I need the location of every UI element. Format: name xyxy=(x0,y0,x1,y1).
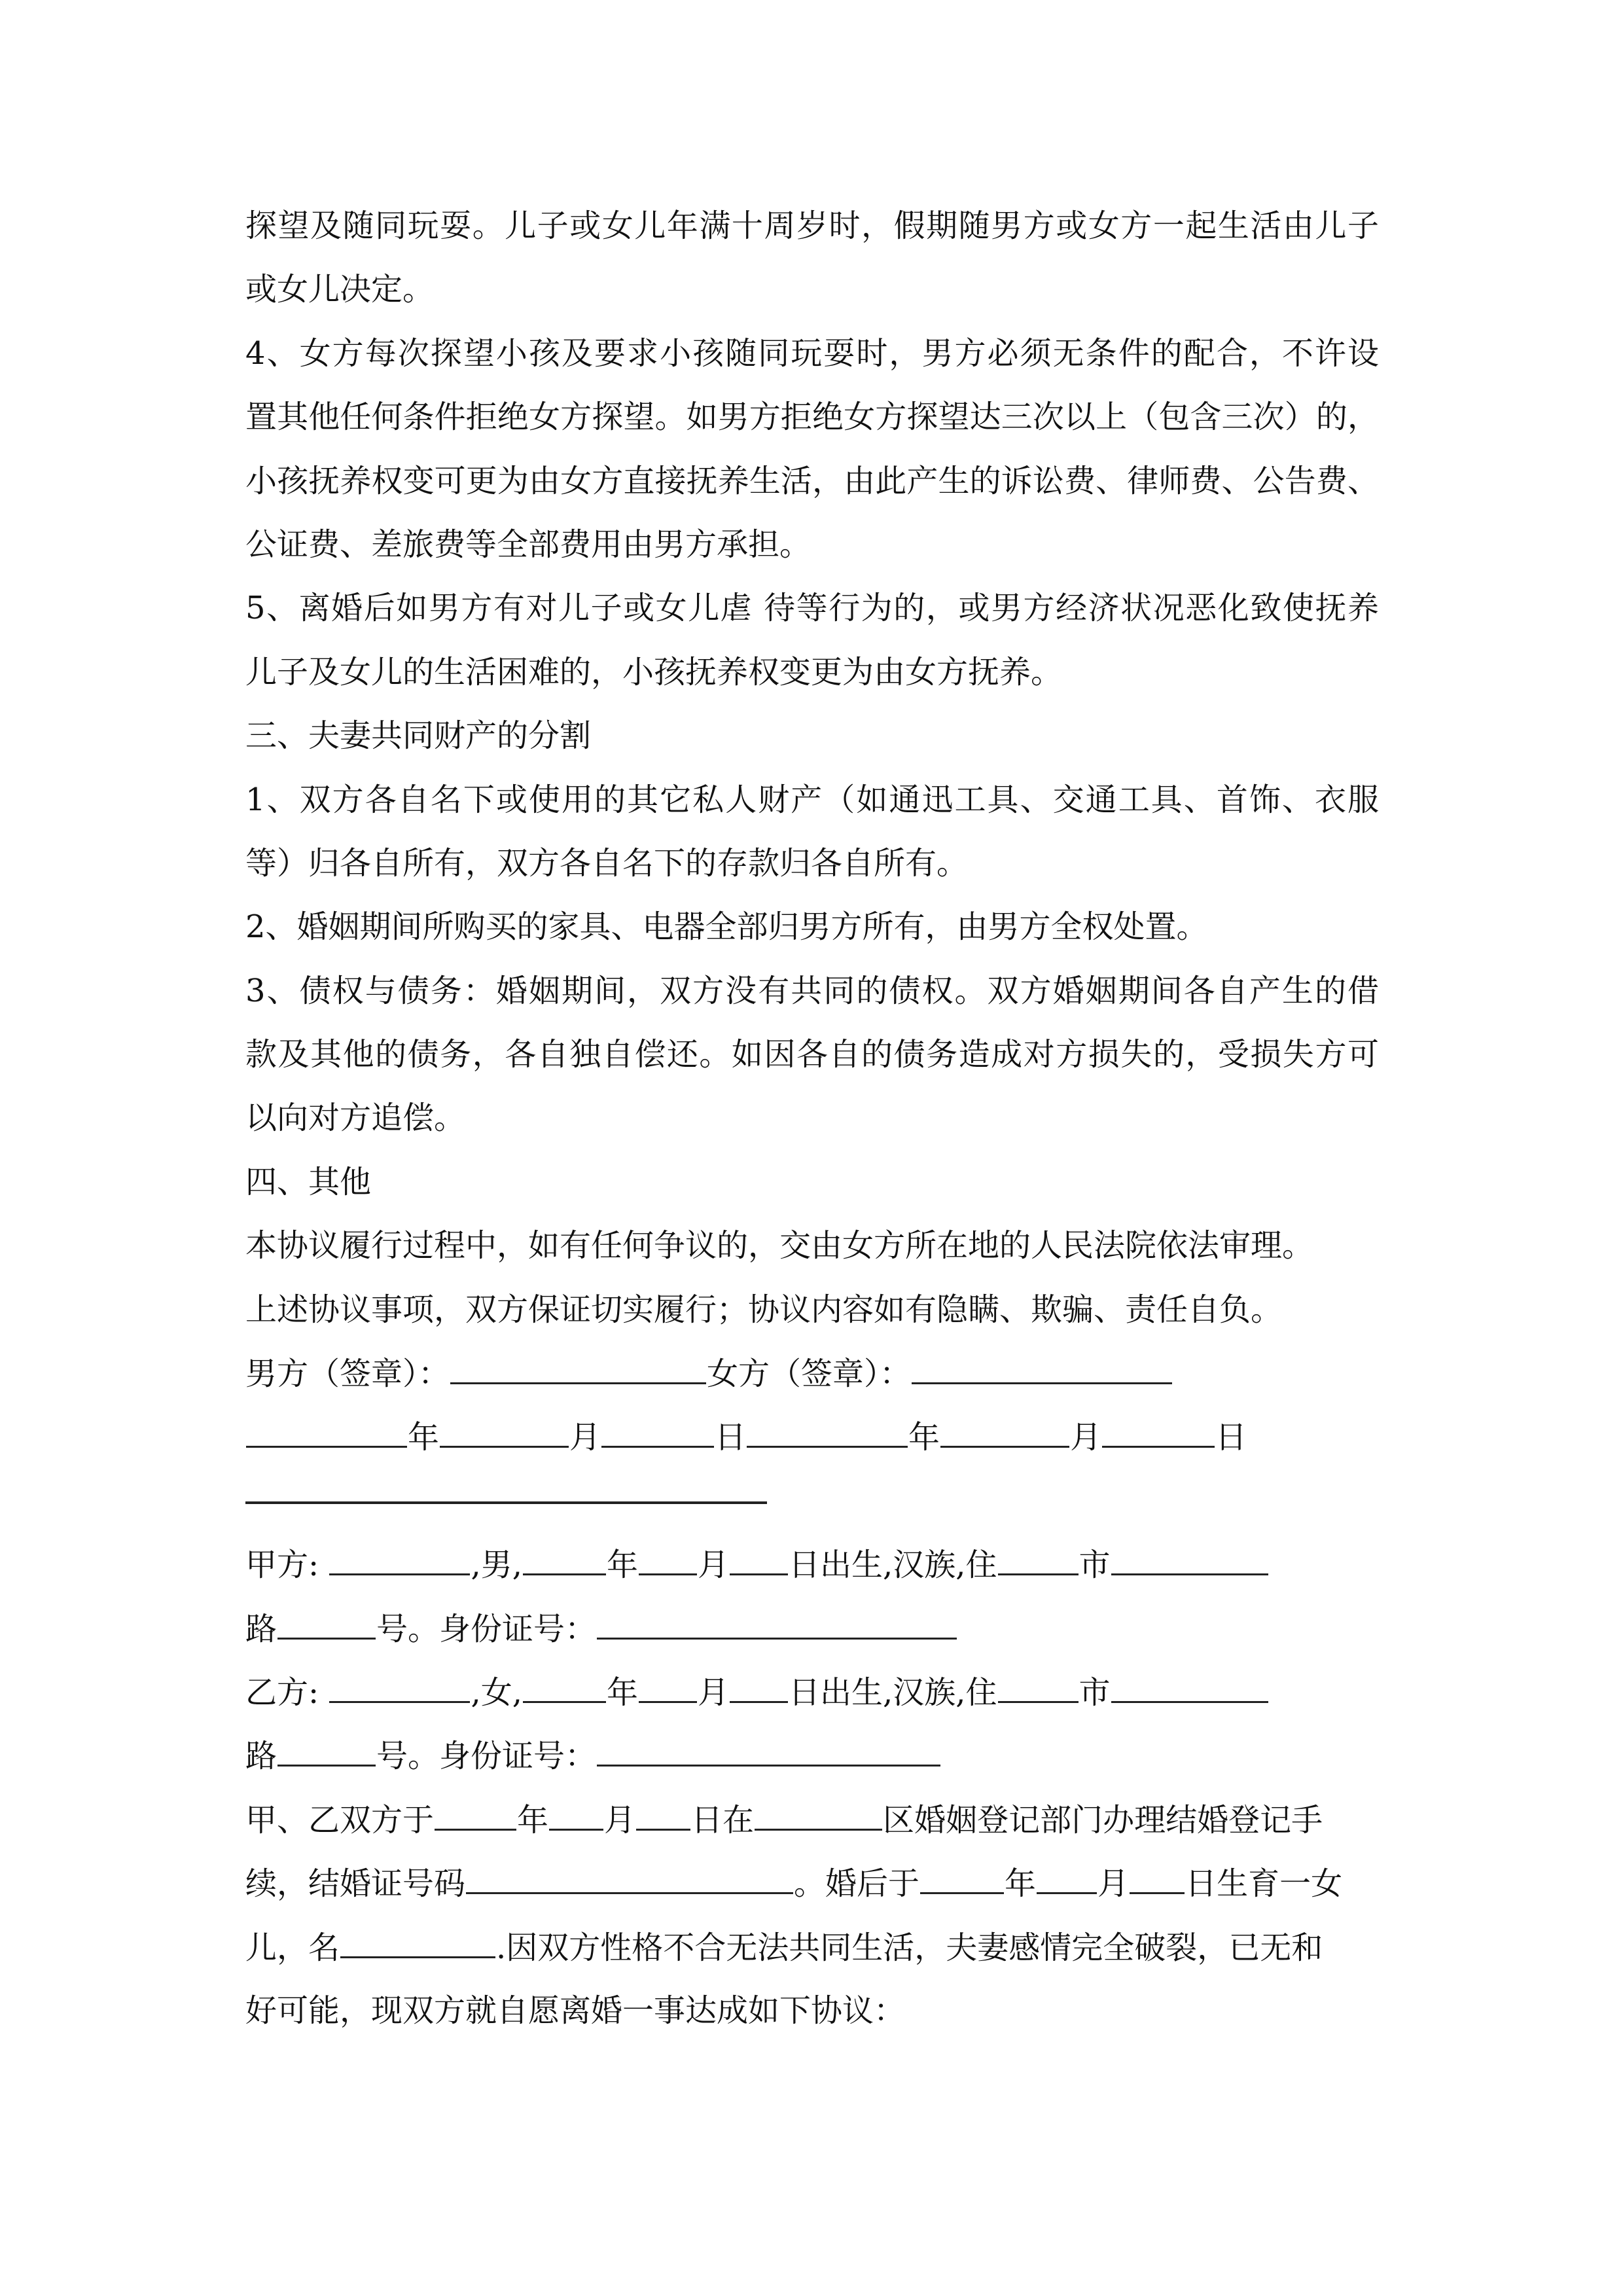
year-label: 年 xyxy=(408,1419,440,1456)
year-label: 年 xyxy=(1005,1865,1037,1903)
clause-5: 5、离婚后如男方有对儿子或女儿虐 待等行为的，或男方经济状况恶化致使抚养 xyxy=(245,590,1379,627)
text-line: 等）归各自所有，双方各自名下的存款归各自所有。 xyxy=(245,844,969,882)
document-page xyxy=(245,194,1379,2043)
text-line: 或女儿决定。 xyxy=(245,271,435,308)
text-line: 上述协议事项，双方保证切实履行；协议内容如有隐瞒、欺骗、责任自负。 xyxy=(245,1291,1283,1328)
party-b-name-field[interactable] xyxy=(329,1660,470,1703)
party-b-birth-day-field[interactable] xyxy=(730,1660,788,1703)
party-a-city-field[interactable] xyxy=(998,1533,1079,1575)
month-label: 月 xyxy=(604,1801,636,1839)
certificate-number-field[interactable] xyxy=(466,1852,793,1894)
text-line: 置其他任何条件拒绝女方探望。如男方拒绝女方探望达三次以上（包含三次）的， xyxy=(245,399,1379,436)
property-clause-3: 3、债权与债务：婚姻期间，双方没有共同的债权。双方婚姻期间各自产生的借 xyxy=(245,972,1379,1009)
child-name-label: 儿，名 xyxy=(245,1929,340,1966)
office-text: 区婚姻登记部门办理结婚登记手 xyxy=(883,1801,1323,1839)
gender-label: ,女, xyxy=(471,1674,522,1711)
day-label: 日 xyxy=(1215,1419,1247,1456)
party-b-birth-month-field[interactable] xyxy=(639,1660,697,1703)
text-line: 探望及随同玩耍。儿子或女儿年满十周岁时，假期随男方或女方一起生活由儿子 xyxy=(245,207,1379,244)
birth-text: 日生育一女 xyxy=(1185,1865,1343,1903)
female-signature-label: 女方（签章）： xyxy=(707,1355,912,1393)
marriage-district-field[interactable] xyxy=(755,1788,882,1831)
party-a-id-field[interactable] xyxy=(597,1597,957,1640)
child-name-field[interactable] xyxy=(340,1916,495,1958)
city-label: 市 xyxy=(1079,1674,1111,1711)
property-clause-2: 2、婚姻期间所购买的家具、电器全部归男方所有，由男方全权处置。 xyxy=(245,908,1208,946)
party-a-birth-day-field[interactable] xyxy=(730,1533,788,1575)
month-label: 月 xyxy=(698,1547,730,1584)
child-birth-day-field[interactable] xyxy=(1130,1852,1185,1894)
text-line: 小孩抚养权变可更为由女方直接抚养生活，由此产生的诉讼费、律师费、公告费、 xyxy=(245,462,1379,499)
party-a-name-field[interactable] xyxy=(329,1533,470,1575)
year-label: 年 xyxy=(606,1674,638,1711)
male-signature-label: 男方（签章）： xyxy=(245,1355,450,1393)
marriage-line-3 xyxy=(245,1916,1379,1979)
child-birth-year-field[interactable] xyxy=(920,1852,1004,1894)
birth-text: 日出生,汉族,住 xyxy=(789,1547,997,1584)
party-b-label: 乙方: xyxy=(245,1674,319,1711)
city-label: 市 xyxy=(1079,1547,1111,1584)
party-b-birth-year-field[interactable] xyxy=(523,1660,606,1703)
male-year-field[interactable] xyxy=(246,1405,407,1448)
month-label: 月 xyxy=(1070,1419,1102,1456)
signature-line xyxy=(245,1342,1379,1405)
male-day-field[interactable] xyxy=(601,1405,714,1448)
party-a-address-field[interactable] xyxy=(1111,1533,1268,1575)
gender-label: ,男, xyxy=(471,1547,522,1584)
party-b-address-field[interactable] xyxy=(1111,1660,1268,1703)
text-line: 公证费、差旅费等全部费用由男方承担。 xyxy=(245,526,812,563)
marriage-day-field[interactable] xyxy=(636,1788,690,1831)
party-b-city-field[interactable] xyxy=(998,1660,1079,1703)
month-label: 月 xyxy=(569,1419,601,1456)
marriage-year-field[interactable] xyxy=(435,1788,516,1831)
male-month-field[interactable] xyxy=(440,1405,569,1448)
section-heading-property: 三、夫妻共同财产的分割 xyxy=(245,717,592,755)
birth-text: 日出生,汉族,住 xyxy=(789,1674,997,1711)
marriage-line-1 xyxy=(245,1788,1379,1852)
party-a-line xyxy=(245,1533,1379,1596)
date-line xyxy=(245,1405,1379,1469)
year-label: 年 xyxy=(606,1547,638,1584)
text-line: 以向对方追偿。 xyxy=(245,1100,466,1137)
day-label: 日 xyxy=(715,1419,747,1456)
separator-line xyxy=(245,1469,1379,1533)
month-label: 月 xyxy=(1097,1865,1130,1903)
party-a-birth-year-field[interactable] xyxy=(523,1533,606,1575)
female-signature-field[interactable] xyxy=(912,1342,1172,1384)
road-label: 路 xyxy=(245,1610,277,1647)
section-heading-other: 四、其他 xyxy=(245,1163,372,1200)
id-label: 号。身份证号： xyxy=(376,1610,597,1647)
male-signature-field[interactable] xyxy=(450,1342,706,1384)
party-a-label: 甲方: xyxy=(245,1547,319,1584)
party-b-road-number-field[interactable] xyxy=(277,1724,376,1767)
text-line: 儿子及女儿的生活困难的，小孩抚养权变更为由女方抚养。 xyxy=(245,653,1063,691)
id-label: 号。身份证号： xyxy=(376,1738,597,1775)
child-birth-month-field[interactable] xyxy=(1037,1852,1097,1894)
certificate-label: 续，结婚证号码 xyxy=(245,1865,466,1903)
year-label: 年 xyxy=(908,1419,940,1456)
year-label: 年 xyxy=(517,1801,549,1839)
text-line: 款及其他的债务，各自独自偿还。如因各自的债务造成对方损失的，受损失方可 xyxy=(245,1036,1379,1073)
after-text: 。婚后于 xyxy=(794,1865,920,1903)
marriage-line-4: 好可能，现双方就自愿离婚一事达成如下协议： xyxy=(245,1992,906,2029)
clause-4: 4、女方每次探望小孩及要求小孩随同玩耍时，男方必须无条件的配合，不许设 xyxy=(245,334,1379,372)
property-clause-1: 1、双方各自名下或使用的其它私人财产（如通迅工具、交通工具、首饰、衣服 xyxy=(245,781,1379,818)
party-b-line xyxy=(245,1660,1379,1724)
party-b-id-line xyxy=(245,1724,1379,1787)
party-b-id-field[interactable] xyxy=(597,1724,940,1767)
marriage-text: 甲、乙双方于 xyxy=(245,1801,435,1839)
day-label: 日在 xyxy=(691,1801,755,1839)
marriage-month-field[interactable] xyxy=(549,1788,603,1831)
female-year-field[interactable] xyxy=(747,1405,908,1448)
party-a-road-number-field[interactable] xyxy=(277,1597,376,1640)
text-line: 本协议履行过程中，如有任何争议的，交由女方所在地的人民法院依法审理。 xyxy=(245,1227,1314,1265)
road-label: 路 xyxy=(245,1738,277,1775)
month-label: 月 xyxy=(698,1674,730,1711)
female-month-field[interactable] xyxy=(940,1405,1069,1448)
party-a-id-line xyxy=(245,1597,1379,1660)
marriage-line-2 xyxy=(245,1852,1379,1915)
dash-divider xyxy=(245,1501,767,1504)
party-a-birth-month-field[interactable] xyxy=(639,1533,697,1575)
female-day-field[interactable] xyxy=(1102,1405,1215,1448)
reason-text: .因双方性格不合无法共同生活，夫妻感情完全破裂，已无和 xyxy=(496,1929,1323,1966)
